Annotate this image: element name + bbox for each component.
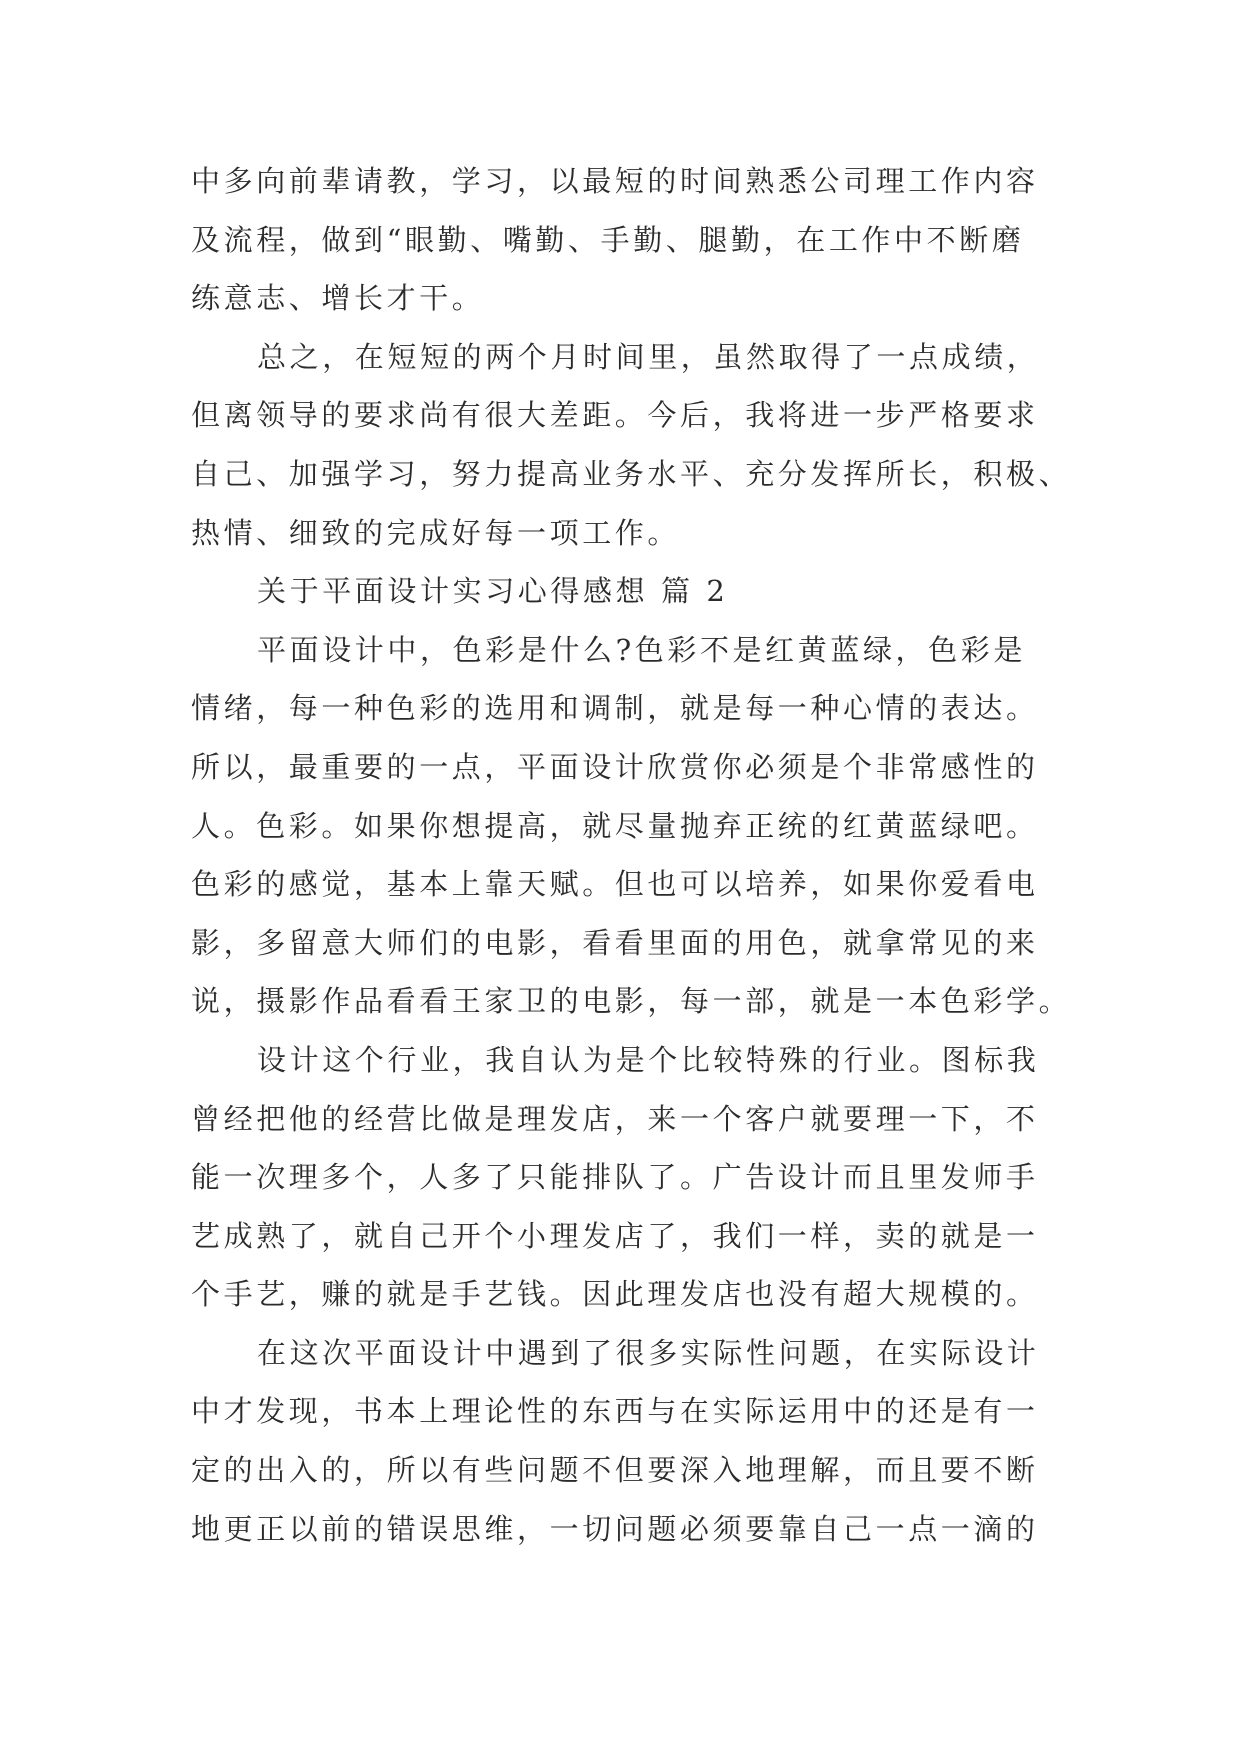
document-body [191,152,1072,1558]
text-line: 中多向前辈请教，学习，以最短的时间熟悉公司理工作内容 [191,164,1039,198]
text-line: 所以，最重要的一点，平面设计欣赏你必须是个非常感性的 [191,749,1039,784]
paragraph-start-line: 在这次平面设计中遇到了很多实际性问题，在实际设计 [257,1335,1040,1370]
text-line: 人。色彩。如果你想提高，就尽量抛弃正统的红黄蓝绿吧。 [191,808,1039,843]
text-line: 说，摄影作品看看王家卫的电影，每一部，就是一本色彩学。 [191,984,1072,1019]
paragraph-start-line: 设计这个行业，我自认为是个比较特殊的行业。图标我 [257,1042,1040,1077]
text-line: 曾经把他的经营比做是理发店，来一个客户就要理一下，不 [191,1101,1039,1136]
section-heading: 关于平面设计实习心得感想 篇 2 [257,574,729,609]
text-line: 能一次理多个，人多了只能排队了。广告设计而且里发师手 [191,1160,1039,1195]
text-line: 及流程，做到“眼勤、嘴勤、手勤、腿勤，在工作中不断磨 [191,222,1025,257]
text-line: 情绪，每一种色彩的选用和调制，就是每一种心情的表达。 [191,691,1039,726]
text-line: 自己、加强学习，努力提高业务水平、充分发挥所长，积极、 [191,456,1072,491]
text-line: 地更正以前的错误思维，一切问题必须要靠自己一点一滴的 [191,1511,1039,1546]
text-line: 但离领导的要求尚有很大差距。今后，我将进一步严格要求 [191,398,1039,433]
text-line: 中才发现，书本上理论性的东西与在实际运用中的还是有一 [191,1394,1039,1429]
text-line: 个手艺，赚的就是手艺钱。因此理发店也没有超大规模的。 [191,1277,1039,1312]
paragraph-start-line: 平面设计中，色彩是什么?色彩不是红黄蓝绿，色彩是 [257,632,1026,667]
text-line: 色彩的感觉，基本上靠天赋。但也可以培养，如果你爱看电 [191,867,1039,902]
text-line: 影，多留意大师们的电影，看看里面的用色，就拿常见的来 [191,925,1039,960]
text-line: 定的出入的，所以有些问题不但要深入地理解，而且要不断 [191,1453,1039,1488]
text-line: 艺成熟了，就自己开个小理发店了，我们一样，卖的就是一 [191,1218,1039,1253]
paragraph-start-line: 总之，在短短的两个月时间里，虽然取得了一点成绩， [257,339,1040,374]
text-line: 热情、细致的完成好每一项工作。 [191,515,681,550]
text-line: 练意志、增长才干。 [191,281,485,316]
